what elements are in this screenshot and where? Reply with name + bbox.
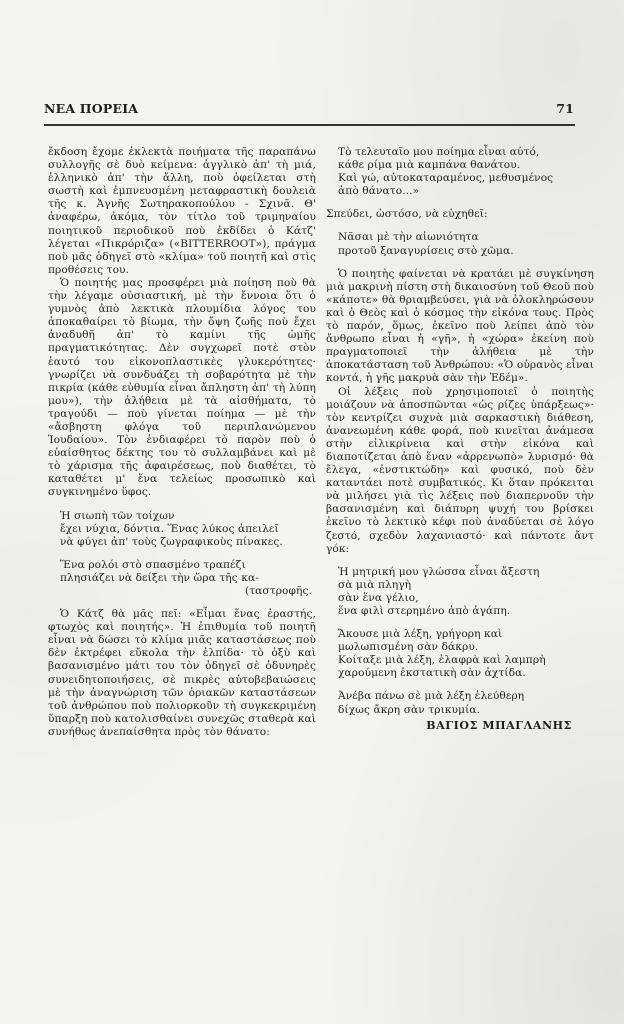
verse-line: δίχως ἄκρη σὰν τρικυμία. [338, 703, 481, 716]
verse-line: Ἡ μητρική μου γλώσσα εἶναι ἄξεστη [338, 565, 540, 578]
poem-excerpt [338, 566, 594, 618]
poem-excerpt [338, 690, 594, 716]
verse-line: Ἡ σιωπὴ τῶν τοίχων [60, 509, 175, 522]
page-number: 71 [556, 101, 574, 116]
paragraph: Οἱ λέξεις ποὺ χρησιμοποιεῖ ὁ ποιητὴς μοιάζουν νὰ ἀποσπῶνται «ὡς ρίζες ὑπάρξεως»· τὸν κεντρίζει συχνὰ μιὰ σαρκαστικὴ διάθεση, ἀνανεωμένη κάθε φορά, ποὺ κινεῖται ἀνάμεσα στὴν εἰλικρίνεια καὶ στὴν εἰκόνα καὶ διαποτίζεται ἀπὸ ἕναν «ἀρρενωπὸ» λυρισμό· θὰ ἔλεγα, «ἐνστικτώδη» καὶ φυσικό, ποὺ δὲν καταντάει ποτὲ συμβατικός. Κι ὅταν πρόκειται νὰ μιλήσει γιὰ τὶς λέξεις ποὺ διαπερνοῦν τὴν βασανισμένη καὶ διάπυρη ψυχή του βρίσκει ἐκεῖνο τὸ λεκτικὸ κέφι ποὺ ἀναδύεται σὲ λόγο ζεστό, σχεδὸν λαχανιαστό· καὶ πάντοτε ἄντ γόκ: [326, 385, 594, 555]
verse-line: Καὶ γώ, αὐτοκαταραμένος, μεθυσμένος [338, 172, 554, 185]
verse-line: Ἕνα ρολόι στὸ σπασμένο τραπέζι [60, 558, 246, 571]
journal-title: ΝΕΑ ΠΟΡΕΙΑ [44, 101, 139, 116]
verse-line: Κοίταξε μιὰ λέξη, ἐλαφρὰ καὶ λαμπρὴ [338, 654, 546, 667]
paragraph: Ὁ ποιητής μας προσφέρει μιὰ ποίηση ποὺ θὰ τὴν λέγαμε οὐσιαστική, μὲ τὴν ἔννοια ὅτι ὁ γυμνὸς ἀπὸ λεκτικὰ πλουμίδια λόγος του ἀποκαθαίρει τὸ βίωμα, τὴν ὄψη ζωῆς ποὺ ἔχει ἀναδυθῆ ἀπ' τὸ καμίνι τῆς ὠμῆς πραγματικότητας. Δὲν συγχωρεῖ ποτὲ στὸν ἑαυτό του εἰκονοπλαστικὲς γλυκερότητες· γνωρίζει νὰ συνδυάζει τὴ σοβαρότητα μὲ τὴν πικρία (κάθε εὐθυμία εἶναι ἄπληστη ἀπ' τὴ λύπη μου»), τὴν ἀλήθεια μὲ τὰ αἰσθήματα, τὸ τραγούδι — ποὺ γίνεται ποίημα — μὲ τὴν «ἄσβηστη φλόγα τοῦ περιπλανώμενου Ἰουδαίου». Τὸν ἐνδιαφέρει τὸ παρὸν ποὺ ὁ εὐαίσθητος δέκτης του τὸ συλλαμβάνει καὶ μὲ τὸ χάρισμα τῆς ἀφαιρέσεως, ποὺ διαθέτει, τὸ καταθέτει μ' ἕνα τελείως προσωπικὸ καὶ συγκινημένο ὕφος. [48, 276, 316, 499]
verse-line: πλησιάζει νὰ δείξει τὴν ὥρα τῆς κα- [60, 571, 259, 584]
poem-excerpt [338, 231, 594, 257]
verse-line: κάθε ρίμα μιὰ καμπάνα θανάτου. [338, 159, 521, 172]
verse-line: Νᾶσαι μὲ τὴν αἰωνιότητα [338, 231, 479, 244]
author-signature: ΒΑΓΙΟΣ ΜΠΑΓΛΑΝΗΣ [426, 718, 572, 732]
left-column [48, 146, 316, 739]
verse-line: ἕνα φιλὶ στερημένο ἀπὸ ἀγάπη. [338, 605, 511, 617]
verse-line: Ἀνέβα πάνω σὲ μιὰ λέξη ἐλεύθερη [338, 690, 525, 703]
poem-excerpt [60, 510, 316, 549]
running-header [44, 101, 574, 116]
poem-excerpt [338, 146, 594, 198]
paragraph: Ὁ ποιητὴς φαίνεται νὰ κρατάει μὲ συγκίνηση μιὰ μακρινὴ πίστη στὴ δικαιοσύνη τοῦ Θεοῦ ποὺ «κάποτε» θὰ θριαμβεύσει, γιὰ νὰ ὁλοκληρώσουν καὶ ὁ Θεὸς καὶ ὁ κόσμος τὴν εἰκόνα τους. Πρὸς τὸ παρόν, ὅμως, ἐκεῖνο ποὺ λείπει ἀπὸ τὸν ἄνθρωπο εἶναι ἡ «γῆ», ἡ «χώρα» ἐκείνη ποὺ πραγματοποιεῖ τὴν ἀλήθεια μὲ τὴν ἀποκατάσταση τοῦ Ἀνθρώπου: «Ὁ οὐρανὸς εἶναι κοντά, ἡ γῆς μακρυὰ σὰν τὴν Ἐδέμ». [326, 267, 594, 385]
paragraph: Σπεύδει, ὡστόσο, νὰ εὐχηθεῖ: [326, 208, 488, 221]
header-rule [44, 124, 575, 126]
verse-line: ἔχει νύχια, δόντια. Ἕνας λύκος ἀπειλεῖ [60, 522, 279, 535]
right-column [326, 146, 594, 732]
poem-excerpt [338, 628, 594, 680]
verse-line: προτοῦ ξαναγυρίσεις στὸ χῶμα. [338, 244, 514, 257]
verse-line: νὰ φύγει ἀπ' τοὺς ζωγραφικοὺς πίνακες. [60, 535, 283, 548]
verse-line: μωλωπισμένη σὰν δάκρυ. [338, 641, 479, 654]
paragraph: ἔκδοση ἔχομε ἐκλεκτὰ ποιήματα τῆς παραπάνω συλλογῆς σὲ δυὸ κείμενα: ἀγγλικὸ ἀπ' τὴ μιά, ἑλληνικὸ ἀπ' τὴν ἄλλη, ποὺ ὀφείλεται στὴ σωστὴ καὶ ἐμπνευσμένη μεταφραστικὴ δουλειὰ τῆς κ. Ἀγνῆς Σωτηρακοπούλου - Σχινᾶ. Θ' ἀναφέρω, ἀκόμα, τὸν τίτλο τοῦ τριμηναίου ποιητικοῦ περιοδικοῦ ποὺ ἐκδίδει ὁ Κάτζ' λέγεται «Πικρόριζα» («BITTERROOT»), πράγμα ποὺ μᾶς ὁδηγεῖ στὸ «κλίμα» τοῦ ποιητῆ καὶ στὶς προθέσεις του. [48, 146, 316, 276]
verse-line: ἀπὸ θάνατο...» [338, 185, 420, 198]
verse-line: (ταστροφῆς. [244, 585, 312, 597]
verse-line: σὰν ἕνα γέλιο, [338, 591, 419, 604]
poem-excerpt [60, 559, 316, 598]
verse-line: σὰ μιὰ πληγὴ [338, 578, 412, 591]
verse-line: Ἄκουσε μιὰ λέξη, γρήγορη καὶ [338, 628, 503, 641]
verse-line: Τὸ τελευταῖο μου ποίημα εἶναι αὐτό, [338, 146, 540, 158]
paragraph: Ὁ Κάτζ θὰ μᾶς πεῖ: «Εἶμαι ἕνας ἐραστής, φτωχὸς καὶ ποιητής». Ἡ ἐπιθυμία τοῦ ποιητῆ εἶναι νὰ δώσει τὸ κλίμα μιᾶς καταστάσεως ποὺ δὲν ἐκτρέφει εὔκολα τὴν ἐλπίδα· τὸ ὀξὺ καὶ βασανισμένο μάτι του τὸν ὁδηγεῖ σὲ ὀδυνηρὲς συνειδητοποιήσεις, σὲ πικρὲς αὐτοβεβαιώσεις μὲ τὴν ἀναγνώριση τῶν ὁριακῶν καταστάσεων τοῦ ἀνθρώπου ποὺ πολιορκοῦν τὴ συγκεκριμένη ὕπαρξη ποὺ κατολισθαίνει συνεχῶς σταθερὰ καὶ συνήθως ἀνεπαίσθητα πρὸς τὸν θάνατο: [48, 608, 316, 738]
verse-line: χαρούμενη ἐκστατικὴ σὰν ἀχτίδα. [338, 667, 526, 680]
